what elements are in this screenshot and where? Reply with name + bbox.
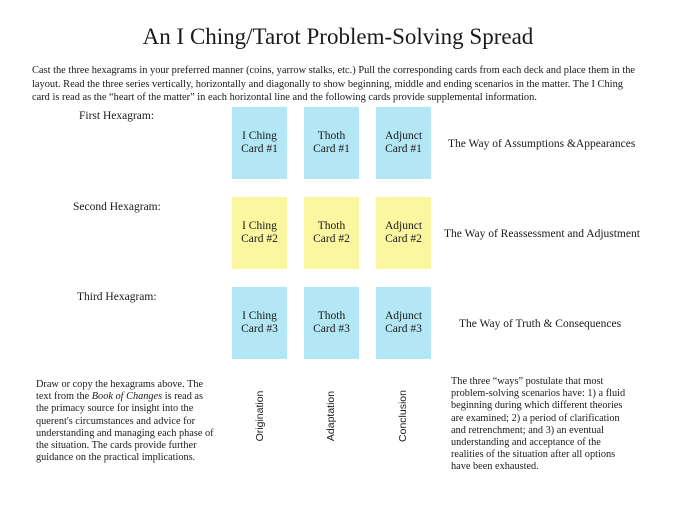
card-line: Card #1 xyxy=(313,143,350,155)
right-note: The three “ways” postulate that most problem-solving scenarios have: 1) a fluid beginning during which different theories are examined; 2) a period of clarification and retrenchment; and 3) an eventual understanding and acceptance of the realities of the situation after all options have been exhausted. xyxy=(451,376,626,473)
card-line: Card #3 xyxy=(385,323,422,335)
note-text: is read as the primacy source for insight into the querent's circumstances and advice for understanding and managing each phase of the situation. The cards provide further guidance on the practical implications. xyxy=(36,391,214,464)
card-line: I Ching xyxy=(242,130,277,142)
card-line: Adjunct xyxy=(384,220,423,232)
thoth-card-3 xyxy=(304,287,359,359)
card-line: Thoth xyxy=(317,310,346,322)
card-line: I Ching xyxy=(242,310,277,322)
card-line: I Ching xyxy=(242,220,277,232)
thoth-card-1 xyxy=(304,107,359,179)
book-title: Book of Changes xyxy=(91,391,163,403)
card-line: Thoth xyxy=(317,130,346,142)
card-line: Adjunct xyxy=(384,310,423,322)
adjunct-card-2 xyxy=(376,197,431,269)
adjunct-card-1 xyxy=(376,107,431,179)
adjunct-card-3 xyxy=(376,287,431,359)
thoth-card-2 xyxy=(304,197,359,269)
card-line: Card #3 xyxy=(313,323,350,335)
card-line: Adjunct xyxy=(384,130,423,142)
card-line: Card #1 xyxy=(241,143,278,155)
way-truth: The Way of Truth & Consequences xyxy=(459,318,622,330)
card-line: Thoth xyxy=(317,220,346,232)
way-assumptions: The Way of Assumptions &Appearances xyxy=(448,138,636,150)
i-ching-card-1 xyxy=(232,107,287,179)
column-label-adaptation: Adaptation xyxy=(325,390,337,442)
i-ching-card-2 xyxy=(232,197,287,269)
page-title: An I Ching/Tarot Problem-Solving Spread xyxy=(142,24,534,49)
card-line: Card #2 xyxy=(313,233,350,245)
second-hexagram-label: Second Hexagram: xyxy=(73,201,161,213)
i-ching-card-3 xyxy=(232,287,287,359)
card-line: Card #1 xyxy=(385,143,422,155)
column-label-origination: Origination xyxy=(254,390,266,442)
note-text: Draw or copy the hexagrams above. The text from the xyxy=(36,379,204,403)
intro-paragraph: Cast the three hexagrams in your preferred manner (coins, yarrow stalks, etc.) Pull the corresponding cards from each deck and place them in the layout. Read the three series vertically, horizontally and diagonally to show beginning, middle and ending scenarios in the matter. The I Ching card is read as the “heart of the matter” in each horizontal line and the following cards provide supplemental information. xyxy=(32,65,636,103)
card-line: Card #2 xyxy=(241,233,278,245)
way-reassessment: The Way of Reassessment and Adjustment xyxy=(444,228,640,240)
column-label-conclusion: Conclusion xyxy=(397,390,409,442)
card-line: Card #3 xyxy=(241,323,278,335)
left-note xyxy=(36,379,216,464)
first-hexagram-label: First Hexagram: xyxy=(79,110,155,122)
card-line: Card #2 xyxy=(385,233,422,245)
third-hexagram-label: Third Hexagram: xyxy=(77,291,157,303)
